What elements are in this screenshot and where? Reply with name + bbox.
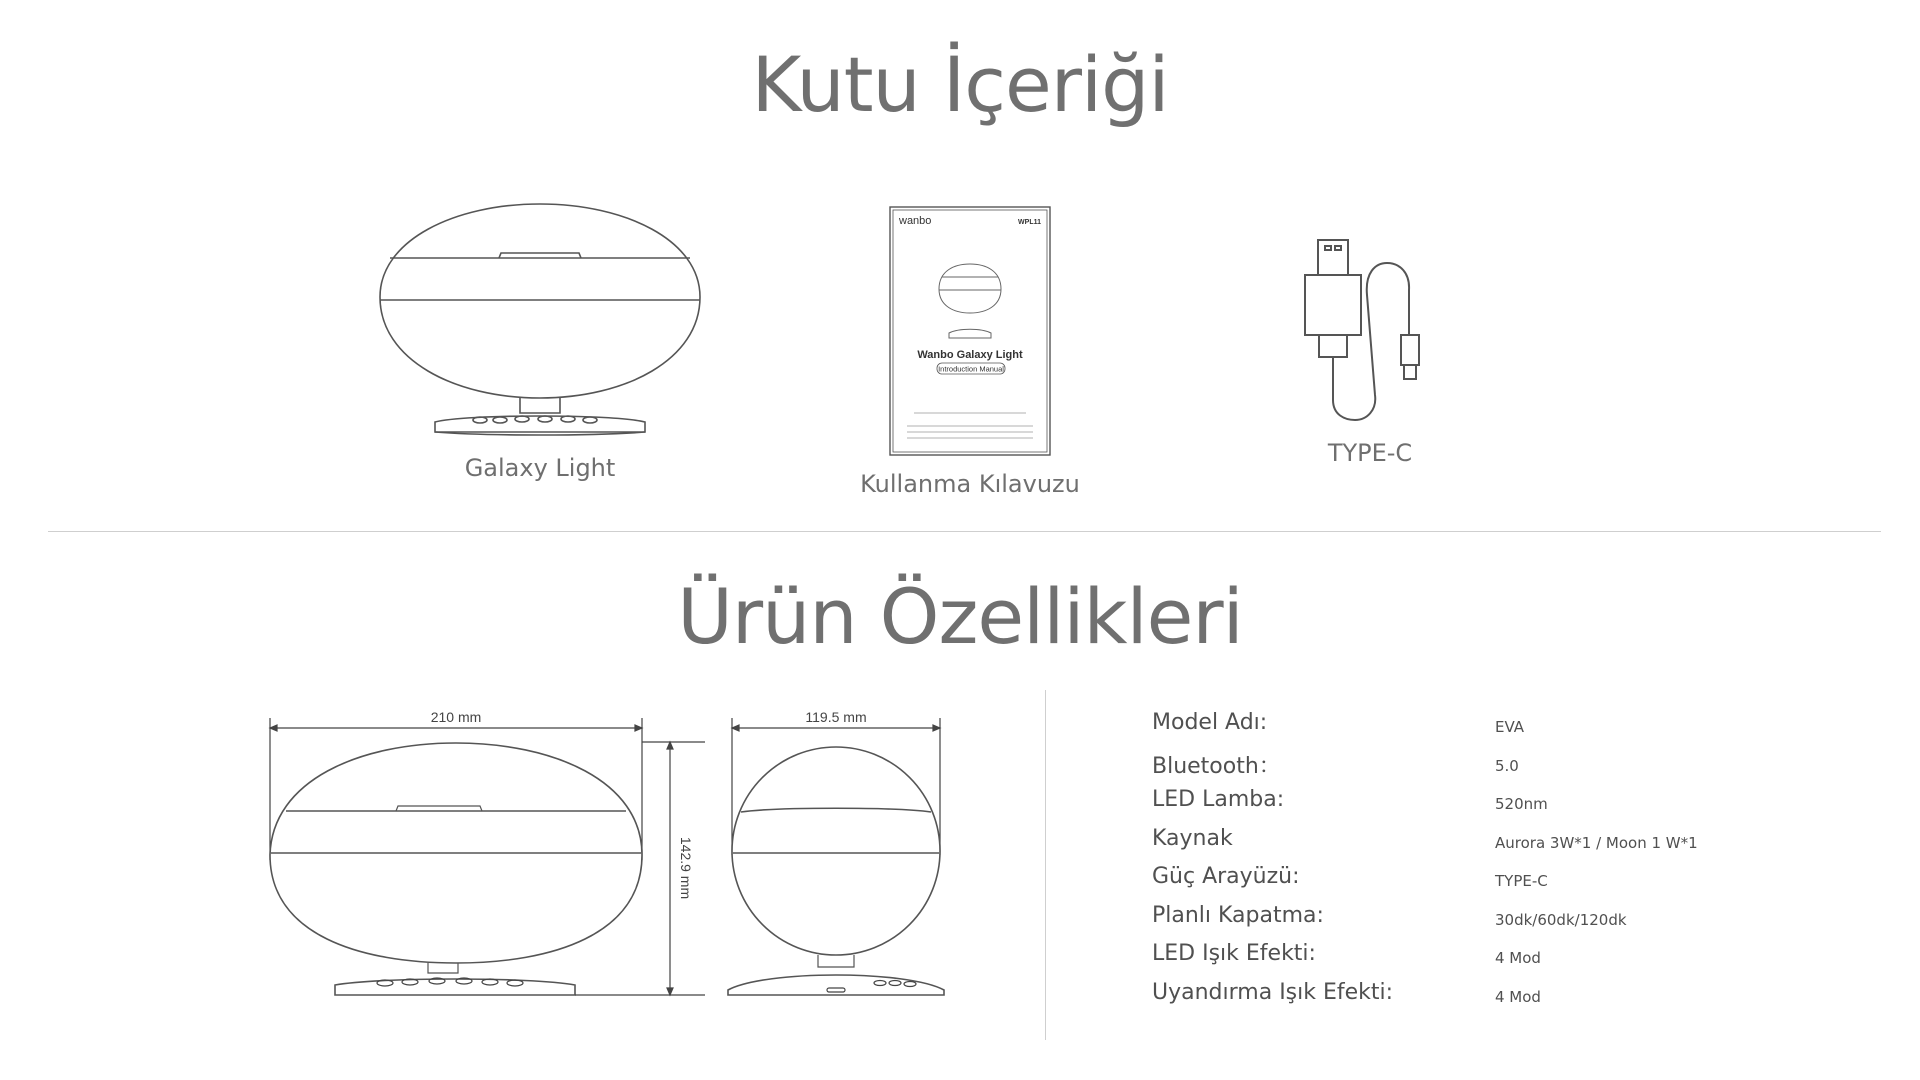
box-item-galaxy-light: [375, 200, 705, 482]
spec-value: 4 Mod: [1495, 987, 1541, 1006]
spec-key: Güç Arayüzü:: [1152, 864, 1300, 889]
manual-model: WPL11: [1018, 219, 1041, 226]
front-dimension-drawing: [260, 705, 710, 1005]
box-item-manual: [840, 206, 1100, 498]
height-dimension-label: 142.9 mm: [678, 836, 694, 900]
manual-label: Kullanma Kılavuzu: [860, 470, 1080, 498]
manual-booklet-illustration-icon: [889, 206, 1051, 456]
spec-key: Planlı Kapatma:: [1152, 902, 1324, 928]
side-dimension-drawing: [725, 705, 955, 1005]
box-contents-title: Kutu İçeriği: [751, 40, 1169, 129]
spec-value: 5.0: [1495, 756, 1519, 775]
spec-value: 4 Mod: [1495, 949, 1541, 967]
section-divider: [48, 531, 1881, 532]
spec-key: LED Lamba:: [1152, 787, 1285, 812]
spec-value: 30dk/60dk/120dk: [1495, 910, 1627, 929]
usb-c-cable-illustration-icon: [1295, 235, 1445, 425]
cable-label: TYPE-C: [1327, 439, 1413, 467]
manual-product-name: Wanbo Galaxy Light: [917, 349, 1023, 361]
spec-value: 520nm: [1495, 795, 1548, 813]
spec-key: LED Işık Efekti:: [1152, 941, 1316, 966]
manual-subtitle: Introduction Manual: [938, 364, 1004, 374]
box-item-cable: [1240, 235, 1500, 467]
galaxy-light-illustration-icon: [375, 200, 705, 440]
spec-key: Model Adı:: [1152, 710, 1268, 735]
spec-value: Aurora 3W*1 / Moon 1 W*1: [1495, 833, 1698, 852]
spec-key: Kaynak: [1152, 825, 1233, 851]
width-dimension-label: 210 mm: [430, 709, 482, 725]
spec-value: EVA: [1495, 718, 1525, 736]
product-specs-title: Ürün Özellikleri: [677, 572, 1243, 661]
galaxy-light-label: Galaxy Light: [464, 454, 616, 482]
depth-dimension-label: 119.5 mm: [805, 709, 867, 725]
spec-key: Uyandırma Işık Efekti:: [1152, 979, 1394, 1005]
spec-key: Bluetooth：: [1152, 753, 1281, 779]
manual-brand: wanbo: [899, 215, 932, 227]
spec-value: TYPE-C: [1495, 872, 1548, 890]
specs-vertical-divider: [1045, 690, 1046, 1040]
